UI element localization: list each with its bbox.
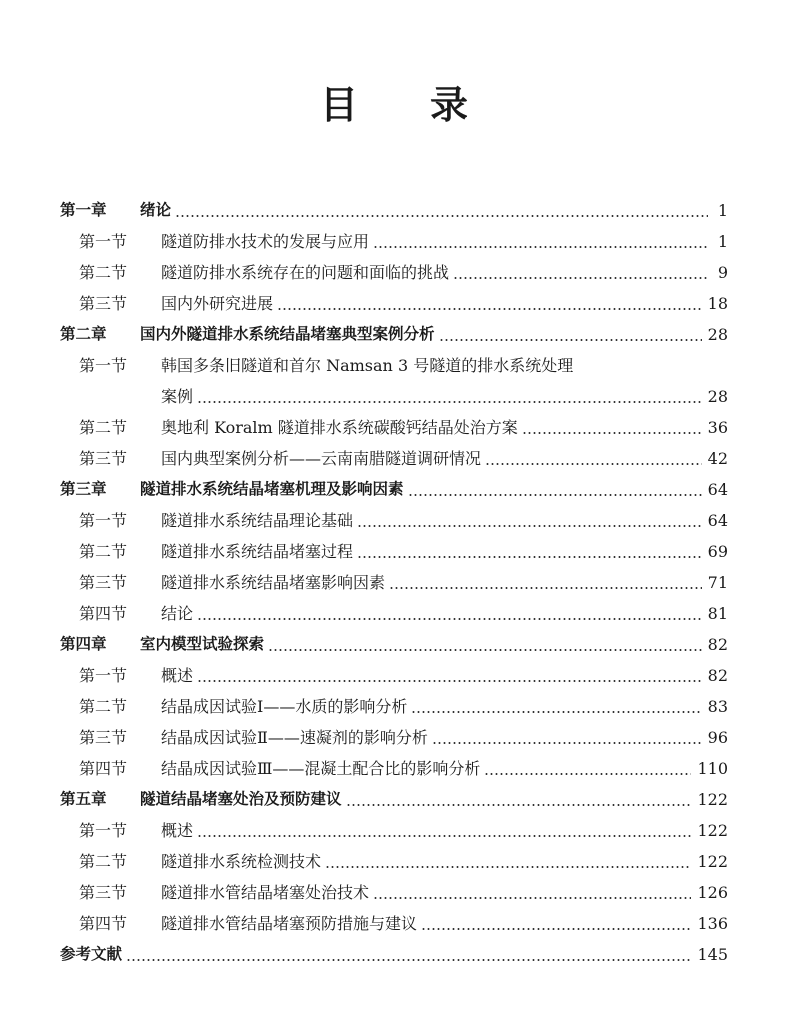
toc-section-entry[interactable] xyxy=(60,908,728,939)
toc-entry-page-number: 122 xyxy=(697,852,728,871)
toc-entry-page-number: 122 xyxy=(697,790,728,809)
toc-entry-title: 韩国多条旧隧道和首尔 Namsan 3 号隧道的排水系统处理 xyxy=(161,356,574,375)
toc-entry-title: 隧道排水系统结晶堵塞影响因素 xyxy=(161,573,386,592)
page-title xyxy=(0,74,790,129)
toc-entry-page-number: 18 xyxy=(707,294,728,313)
toc-entry-title: 隧道防排水系统存在的问题和面临的挑战 xyxy=(161,263,450,282)
dot-leader xyxy=(373,897,691,899)
dot-leader xyxy=(197,401,702,403)
dot-leader xyxy=(197,835,691,837)
page-title-char-1: 目 xyxy=(319,83,360,127)
toc-entry-page-number: 42 xyxy=(707,449,728,468)
toc-entry-label: 第三节 xyxy=(79,883,128,902)
dot-leader xyxy=(432,742,702,744)
dot-leader xyxy=(357,525,702,527)
toc-entry-label: 第三章 xyxy=(60,480,107,498)
toc-entry-label: 第一节 xyxy=(79,511,128,530)
dot-leader xyxy=(357,556,702,558)
toc-entry-page-number: 82 xyxy=(707,635,728,654)
toc-entry-label: 第一节 xyxy=(79,666,128,685)
toc-entry-page-number: 82 xyxy=(707,666,728,685)
toc-chapter-entry[interactable] xyxy=(60,629,728,660)
toc-section-entry[interactable] xyxy=(60,691,728,722)
toc-entry-page-number: 28 xyxy=(707,325,728,344)
dot-leader xyxy=(522,432,702,434)
toc-section-entry[interactable] xyxy=(60,815,728,846)
toc-section-entry[interactable] xyxy=(60,753,728,784)
toc-entry-title: 结晶成因试验Ⅲ——混凝土配合比的影响分析 xyxy=(161,759,481,778)
toc-entry-title: 参考文献 xyxy=(60,945,123,963)
toc-entry-page-number: 36 xyxy=(707,418,728,437)
toc-section-entry[interactable] xyxy=(60,846,728,877)
toc-entry-label: 第三节 xyxy=(79,449,128,468)
toc-entry-label: 第四节 xyxy=(79,604,128,623)
dot-leader xyxy=(439,339,702,341)
toc-entry-title: 国内典型案例分析——云南南腊隧道调研情况 xyxy=(161,449,482,468)
dot-leader xyxy=(325,866,691,868)
dot-leader xyxy=(197,680,702,682)
toc-entry-page-number: 1 xyxy=(717,201,728,220)
toc-entry-page-number: 122 xyxy=(697,821,728,840)
toc-entry-label: 第二节 xyxy=(79,852,128,871)
toc-entry-title: 隧道排水系统检测技术 xyxy=(161,852,322,871)
toc-entry-title: 隧道排水系统结晶堵塞机理及影响因素 xyxy=(140,480,404,498)
dot-leader xyxy=(373,246,708,248)
dot-leader xyxy=(421,928,691,930)
dot-leader xyxy=(389,587,702,589)
toc-entry-page-number: 110 xyxy=(697,759,728,778)
toc-section-entry[interactable] xyxy=(60,877,728,908)
toc-section-entry[interactable] xyxy=(60,598,728,629)
toc-entry-title: 隧道排水系统结晶理论基础 xyxy=(161,511,354,530)
toc-entry-label: 第三节 xyxy=(79,294,128,313)
toc-section-entry[interactable] xyxy=(60,536,728,567)
toc-entry-label: 第二节 xyxy=(79,697,128,716)
dot-leader xyxy=(408,494,702,496)
toc-entry-title: 隧道排水管结晶堵塞处治技术 xyxy=(161,883,370,902)
toc-entry-label: 第三节 xyxy=(79,728,128,747)
toc-entry-page-number: 96 xyxy=(707,728,728,747)
toc-entry-title: 结论 xyxy=(161,604,194,623)
toc-entry-page-number: 81 xyxy=(707,604,728,623)
toc-entry-page-number: 126 xyxy=(697,883,728,902)
toc-section-entry[interactable] xyxy=(60,350,728,381)
page-title-char-2: 录 xyxy=(430,83,471,127)
dot-leader xyxy=(411,711,701,713)
toc-entry-label: 第五章 xyxy=(60,790,107,808)
dot-leader xyxy=(346,804,692,806)
toc-entry-page-number: 83 xyxy=(707,697,728,716)
toc-entry-label: 第一节 xyxy=(79,232,128,251)
dot-leader xyxy=(126,959,691,961)
toc-entry-title: 隧道结晶堵塞处治及预防建议 xyxy=(140,790,342,808)
table-of-contents xyxy=(60,195,728,970)
dot-leader xyxy=(197,618,702,620)
dot-leader xyxy=(277,308,702,310)
toc-entry-label: 第一节 xyxy=(79,356,128,375)
toc-entry-label: 第二章 xyxy=(60,325,107,343)
toc-entry-title: 隧道防排水技术的发展与应用 xyxy=(161,232,370,251)
toc-entry-page-number: 69 xyxy=(707,542,728,561)
toc-section-entry[interactable] xyxy=(60,257,728,288)
toc-entry-title: 结晶成因试验Ⅰ——水质的影响分析 xyxy=(161,697,408,716)
dot-leader xyxy=(268,649,702,651)
toc-entry-label: 第一节 xyxy=(79,821,128,840)
toc-entry-title: 概述 xyxy=(161,821,194,840)
toc-entry-title: 室内模型试验探索 xyxy=(140,635,265,653)
toc-entry-label: 第二节 xyxy=(79,542,128,561)
dot-leader xyxy=(484,773,691,775)
toc-section-entry[interactable] xyxy=(60,443,728,474)
toc-entry-title: 奥地利 Koralm 隧道排水系统碳酸钙结晶处治方案 xyxy=(161,418,518,437)
toc-entry-label: 第二节 xyxy=(79,418,128,437)
toc-entry-title: 隧道排水系统结晶堵塞过程 xyxy=(161,542,354,561)
toc-entry-page-number: 9 xyxy=(717,263,728,282)
dot-leader xyxy=(453,277,708,279)
toc-entry-page-number: 28 xyxy=(707,387,728,406)
toc-section-entry[interactable] xyxy=(60,660,728,691)
toc-chapter-entry[interactable] xyxy=(60,195,728,226)
toc-section-entry[interactable] xyxy=(60,412,728,443)
toc-entry-label: 第四节 xyxy=(79,759,128,778)
toc-entry-label: 第二节 xyxy=(79,263,128,282)
toc-entry-title: 国内外研究进展 xyxy=(161,294,274,313)
toc-entry-page-number: 64 xyxy=(707,480,728,499)
toc-entry-title: 国内外隧道排水系统结晶堵塞典型案例分析 xyxy=(140,325,435,343)
toc-section-entry[interactable] xyxy=(60,505,728,536)
toc-entry-title: 绪论 xyxy=(140,201,172,219)
dot-leader xyxy=(175,215,708,217)
toc-entry-page-number: 1 xyxy=(717,232,728,251)
toc-chapter-entry[interactable] xyxy=(60,319,728,350)
toc-entry-title: 隧道排水管结晶堵塞预防措施与建议 xyxy=(161,914,418,933)
toc-chapter-entry[interactable] xyxy=(60,474,728,505)
toc-entry-page-number: 145 xyxy=(697,945,728,964)
toc-entry-title: 结晶成因试验Ⅱ——速凝剂的影响分析 xyxy=(161,728,428,747)
toc-section-entry[interactable] xyxy=(60,567,728,598)
toc-entry-label: 第四章 xyxy=(60,635,107,653)
toc-entry-label: 第三节 xyxy=(79,573,128,592)
toc-entry-title: 概述 xyxy=(161,666,194,685)
toc-section-entry[interactable] xyxy=(60,381,728,412)
toc-section-entry[interactable] xyxy=(60,722,728,753)
toc-section-entry[interactable] xyxy=(60,226,728,257)
toc-chapter-entry[interactable] xyxy=(60,939,728,970)
toc-section-entry[interactable] xyxy=(60,288,728,319)
toc-entry-title: 案例 xyxy=(161,387,194,406)
toc-entry-page-number: 136 xyxy=(697,914,728,933)
toc-entry-label: 第四节 xyxy=(79,914,128,933)
toc-entry-page-number: 71 xyxy=(707,573,728,592)
toc-entry-page-number: 64 xyxy=(707,511,728,530)
toc-chapter-entry[interactable] xyxy=(60,784,728,815)
toc-entry-label: 第一章 xyxy=(60,201,107,219)
dot-leader xyxy=(485,463,702,465)
